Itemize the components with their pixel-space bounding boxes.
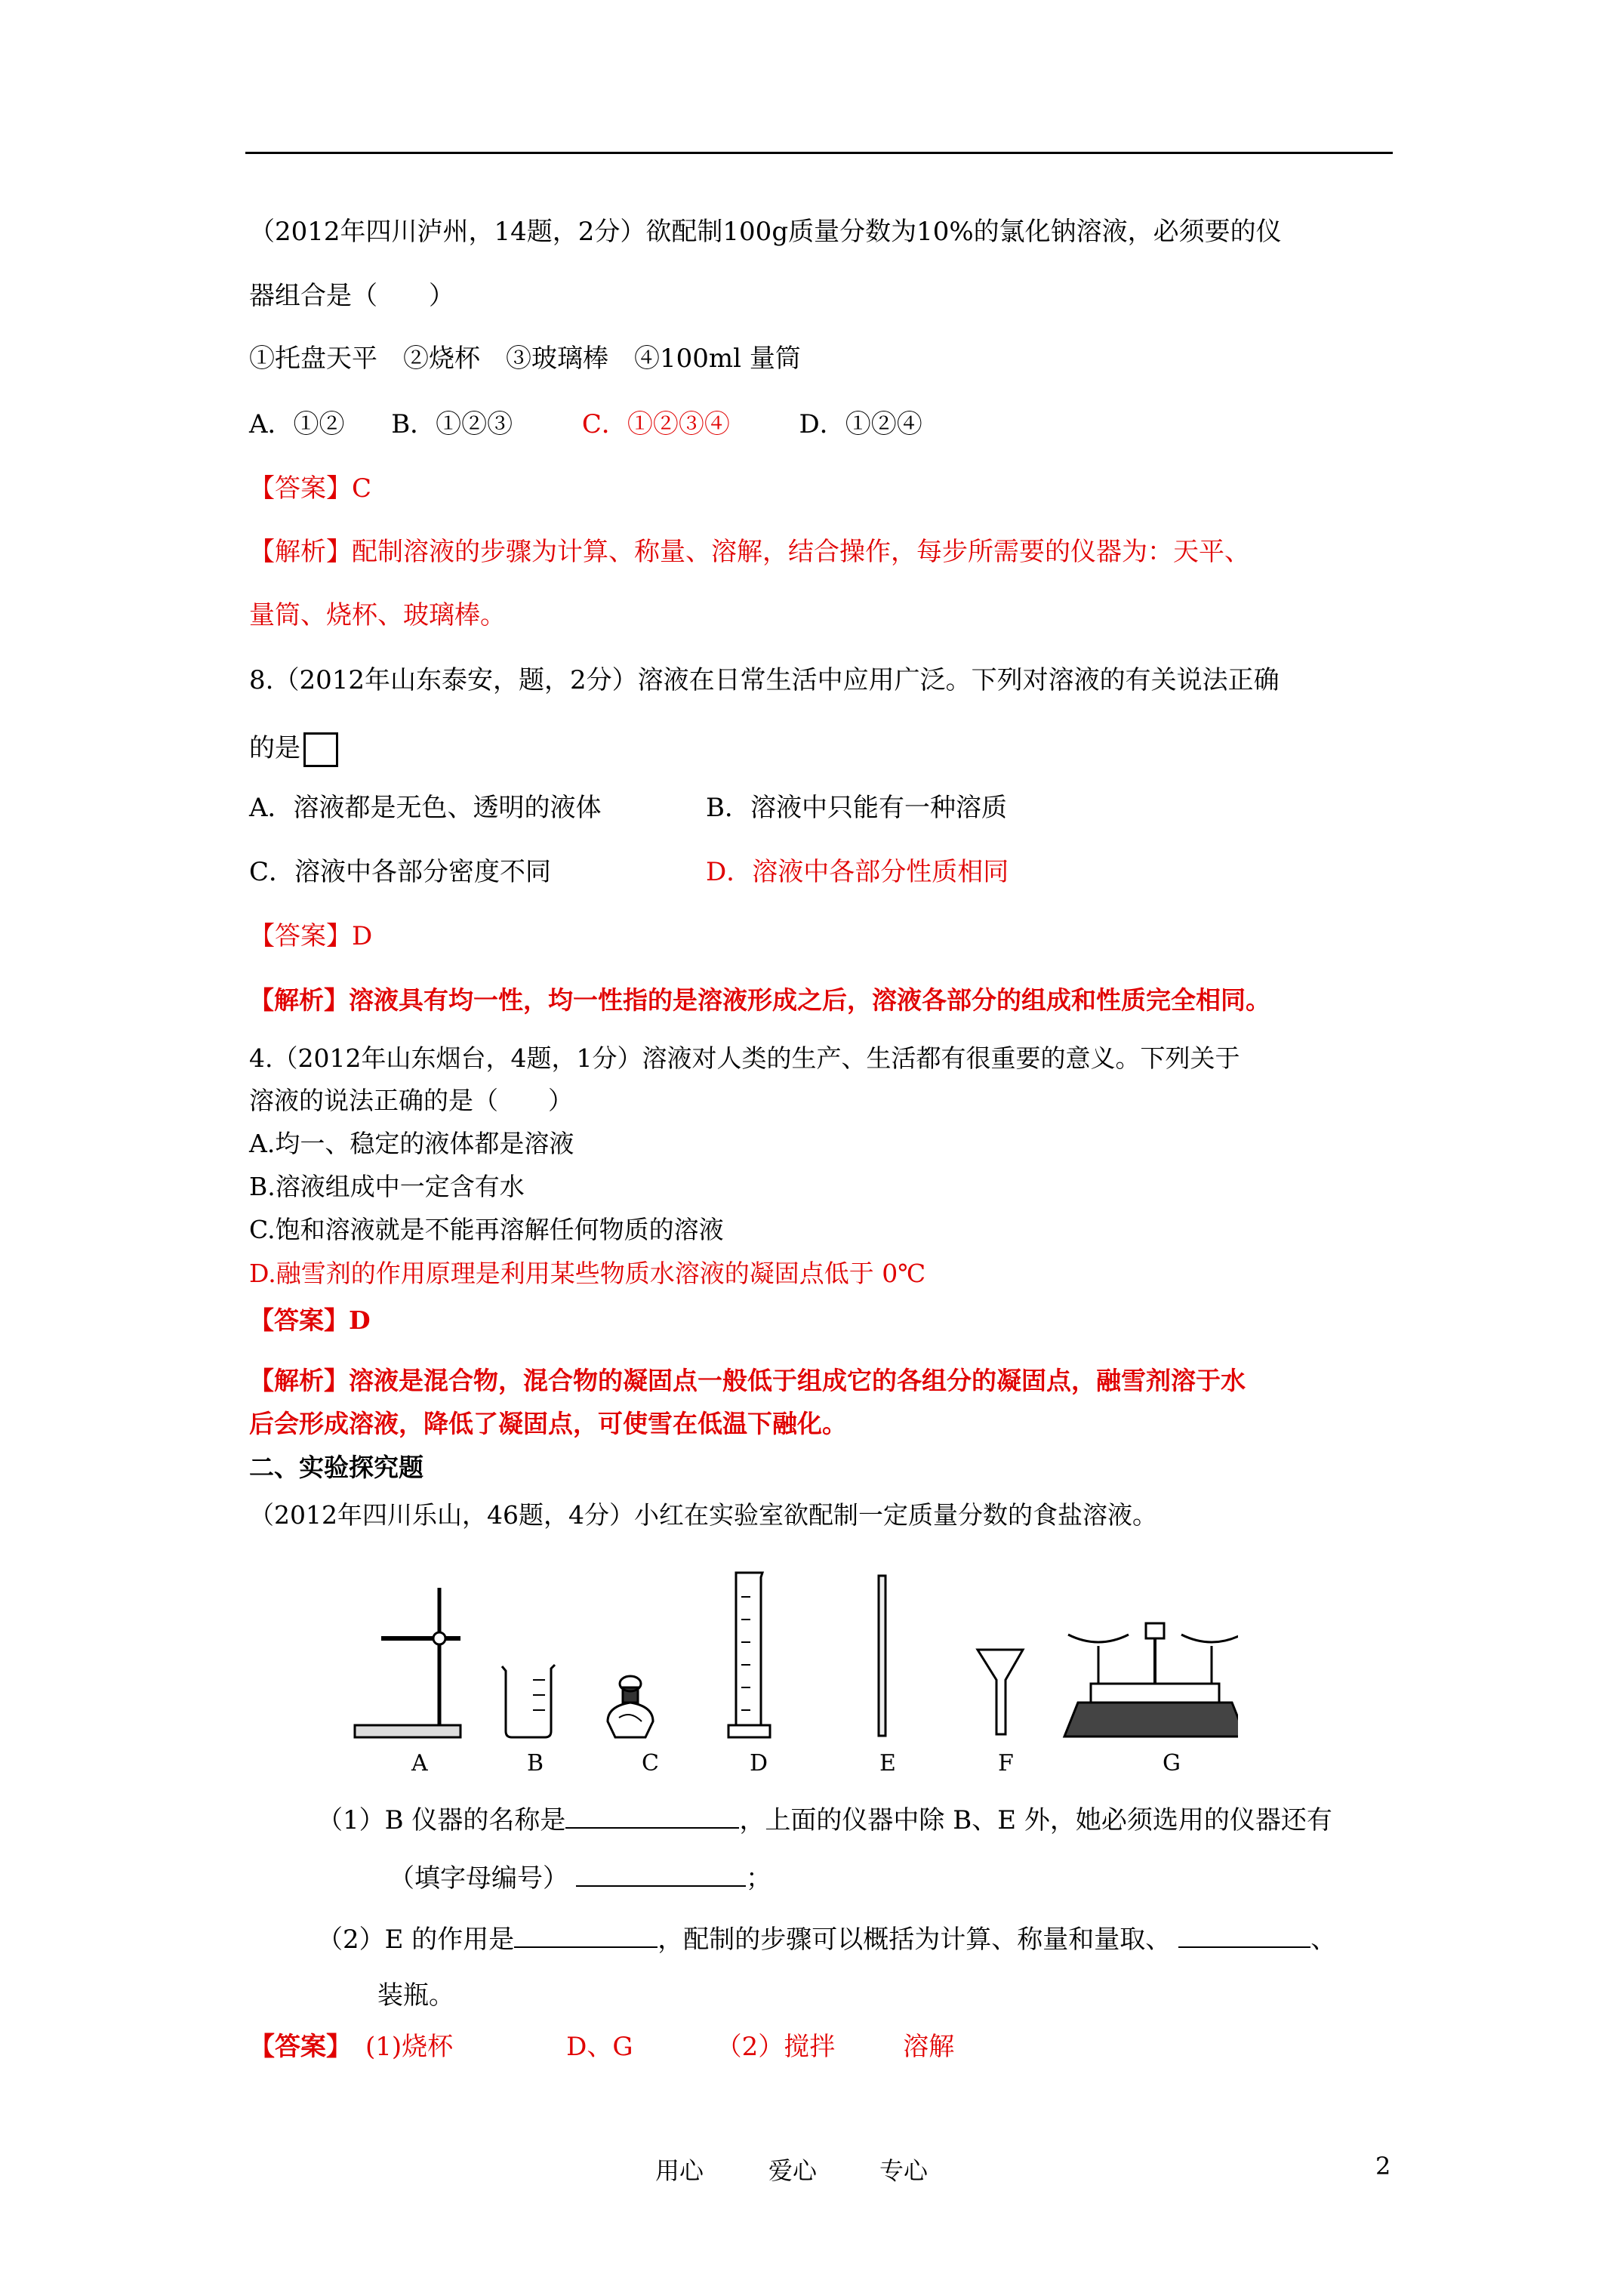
figure-label-d: D: [750, 1750, 768, 1777]
blank-line: [565, 1804, 739, 1829]
answer-value-4: 溶解: [903, 2032, 955, 2062]
sub1-end: ；: [746, 1863, 771, 1894]
answer-value-3: （2）搅拌: [716, 2032, 836, 2062]
sub2-prompt: （2）E 的作用是: [317, 1925, 515, 1955]
funnel-icon: [978, 1650, 1023, 1734]
q2-option-d: D．溶液中各部分性质相同: [706, 857, 1009, 887]
figure-label-b: B: [527, 1750, 544, 1777]
q2-option-b: B．溶液中只能有一种溶质: [706, 793, 1007, 823]
q3-option-a: A.均一、稳定的液体都是溶液: [249, 1129, 574, 1158]
section-title: 二、实验探究题: [249, 1453, 423, 1482]
q4-answer: [249, 2034, 954, 2060]
q3-option-b: B.溶液组成中一定含有水: [249, 1172, 525, 1201]
figure-label-g: G: [1163, 1750, 1181, 1777]
footer-item-2: 爱心: [768, 2156, 818, 2185]
blank-line: [514, 1924, 658, 1948]
q4-sub1-line2: [389, 1863, 771, 1894]
q3-answer: [249, 1305, 371, 1335]
q1-stem-line1: （2012年四川泸州，14题，2分）欲配制100g质量分数为10%的氯化钠溶液，必须要的仪: [249, 217, 1282, 247]
q1-items: ①托盘天平 ②烧杯 ③玻璃棒 ④100ml 量筒: [249, 344, 801, 374]
answer-label: 【答案】: [249, 1305, 349, 1335]
figure-label-a: A: [411, 1750, 428, 1777]
answer-box: [303, 732, 338, 767]
answer-value: D: [349, 1305, 371, 1335]
q3-analysis-line1: [249, 1368, 1246, 1393]
beaker-icon: [502, 1665, 555, 1737]
figure-label-e: E: [879, 1750, 896, 1777]
header-rule: [245, 152, 1393, 154]
analysis-text: 溶液具有均一性，均一性指的是溶液形成之后，溶液各部分的组成和性质完全相同。: [349, 985, 1270, 1015]
analysis-label: 【解析】: [249, 1366, 349, 1395]
q1-option-c: C．①②③④: [581, 409, 730, 439]
analysis-text: 配制溶液的步骤为计算、称量、溶解，结合操作，每步所需要的仪器为：天平、: [352, 537, 1250, 567]
q4-sub2-line2: 装瓶。: [377, 1980, 454, 2011]
q3-stem-line2: 溶液的说法正确的是（ ）: [249, 1086, 573, 1115]
analysis-text: 溶液是混合物，混合物的凝固点一般低于组成它的各组分的凝固点，融雪剂溶于水: [349, 1366, 1246, 1395]
figure-label-c: C: [642, 1750, 659, 1777]
answer-value-2: D、G: [566, 2032, 633, 2062]
sub1-hint: （填字母编号）: [389, 1863, 568, 1894]
q4-sub2-line1: [317, 1924, 1337, 1955]
sub1-prompt-cont: ，上面的仪器中除 B、E 外，她必须选用的仪器还有: [739, 1805, 1332, 1835]
q2-stem-text: 的是: [249, 733, 300, 763]
q3-stem-line1: 4.（2012年山东烟台，4题，1分）溶液对人类的生产、生活都有很重要的意义。下列关于: [249, 1043, 1240, 1073]
analysis-label: 【解析】: [249, 537, 352, 567]
lab-apparatus-figure: [347, 1567, 1238, 1755]
q1-analysis-line1: [249, 539, 1250, 565]
footer-item-1: 用心: [655, 2156, 704, 2185]
q2-stem-line2: [249, 732, 338, 767]
q3-analysis-line2: 后会形成溶液，降低了凝固点，可使雪在低温下融化。: [249, 1409, 847, 1438]
alcohol-lamp-icon: [608, 1676, 653, 1737]
q1-option-d: D．①②④: [799, 409, 922, 439]
q1-answer: [249, 473, 372, 504]
analysis-label: 【解析】: [249, 985, 349, 1015]
figure-label-f: F: [998, 1750, 1014, 1777]
answer-value: C: [352, 473, 372, 504]
q3-option-d: D.融雪剂的作用原理是利用某些物质水溶液的凝固点低于 0℃: [249, 1259, 926, 1288]
q1-stem-line2: 器组合是（ ）: [249, 281, 454, 311]
q2-option-c: C．溶液中各部分密度不同: [249, 857, 552, 887]
answer-label: 【答案】: [249, 473, 352, 504]
iron-stand-icon: [355, 1588, 460, 1737]
q2-option-a: A．溶液都是无色、透明的液体: [249, 793, 602, 823]
q2-analysis: [249, 985, 1270, 1015]
page-number: 2: [1375, 2152, 1391, 2180]
sub2-sep: 、: [1310, 1925, 1337, 1955]
footer-item-3: 专心: [879, 2156, 929, 2185]
q4-sub1-line1: [317, 1804, 1332, 1833]
glass-rod-icon: [879, 1576, 885, 1736]
q4-stem: （2012年四川乐山，46题，4分）小红在实验室欲配制一定质量分数的食盐溶液。: [249, 1500, 1157, 1530]
answer-label: 【答案】: [249, 921, 352, 951]
q1-analysis-line2: 量筒、烧杯、玻璃棒。: [249, 600, 506, 630]
sub2-prompt-cont: ，配制的步骤可以概括为计算、称量和量取、: [658, 1925, 1172, 1955]
balance-icon: [1064, 1623, 1238, 1737]
answer-value-1: (1)烧杯: [365, 2032, 454, 2062]
q3-option-c: C.饱和溶液就是不能再溶解任何物质的溶液: [249, 1215, 724, 1244]
graduated-cylinder-icon: [728, 1573, 770, 1737]
q2-stem-line1: 8.（2012年山东泰安，题，2分）溶液在日常生活中应用广泛。下列对溶液的有关说法正确: [249, 665, 1280, 695]
blank-line: [1178, 1924, 1310, 1948]
q2-answer: [249, 923, 372, 949]
sub1-prompt: （1）B 仪器的名称是: [317, 1805, 566, 1835]
q1-options: [249, 411, 922, 437]
blank-line: [576, 1863, 746, 1887]
answer-value: D: [352, 921, 373, 951]
q1-option-b: B．①②③: [391, 409, 513, 439]
answer-label: 【答案】: [249, 2032, 352, 2062]
q1-option-a: A．①②: [249, 409, 345, 439]
